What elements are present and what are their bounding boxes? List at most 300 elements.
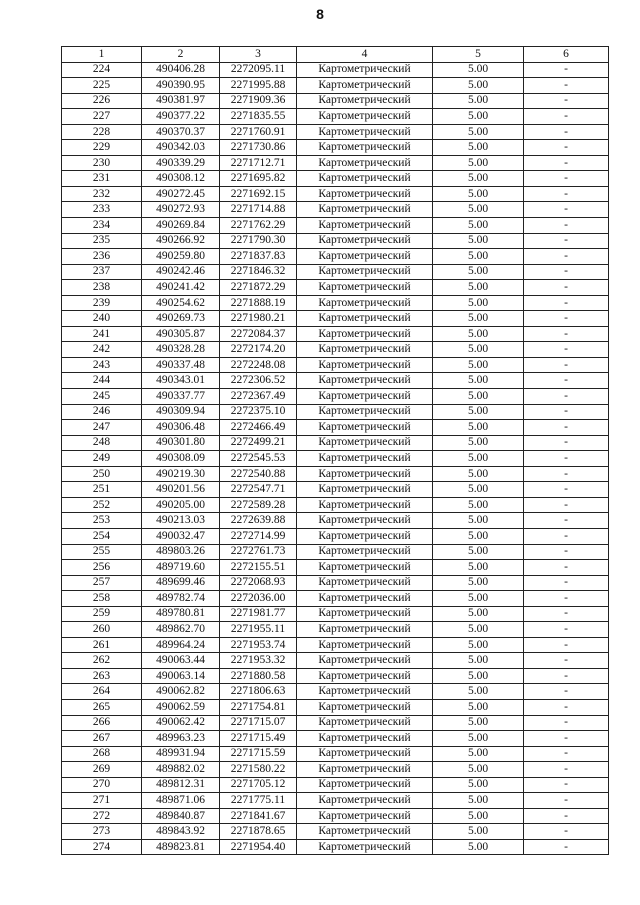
x-coordinate-cell: 490242.46	[142, 264, 220, 280]
point-number-cell: 264	[62, 684, 142, 700]
accuracy-cell: 5.00	[433, 653, 524, 669]
description-cell: -	[524, 528, 609, 544]
description-cell: -	[524, 233, 609, 249]
description-cell: -	[524, 684, 609, 700]
point-number-cell: 253	[62, 513, 142, 529]
description-cell: -	[524, 140, 609, 156]
y-coordinate-cell: 2271846.32	[220, 264, 297, 280]
method-cell: Картометрический	[297, 264, 433, 280]
x-coordinate-cell: 490337.48	[142, 357, 220, 373]
table-row	[62, 78, 609, 94]
y-coordinate-cell: 2271692.15	[220, 186, 297, 202]
description-cell: -	[524, 793, 609, 809]
table-row	[62, 482, 609, 498]
method-cell: Картометрический	[297, 762, 433, 778]
y-coordinate-cell: 2271835.55	[220, 109, 297, 125]
x-coordinate-cell: 490272.93	[142, 202, 220, 218]
x-coordinate-cell: 490343.01	[142, 373, 220, 389]
y-coordinate-cell: 2271762.29	[220, 218, 297, 234]
point-number-cell: 255	[62, 544, 142, 560]
x-coordinate-cell: 490309.94	[142, 404, 220, 420]
description-cell: -	[524, 109, 609, 125]
y-coordinate-cell: 2272639.88	[220, 513, 297, 529]
point-number-cell: 232	[62, 186, 142, 202]
y-coordinate-cell: 2271954.40	[220, 839, 297, 855]
y-coordinate-cell: 2271955.11	[220, 622, 297, 638]
x-coordinate-cell: 489780.81	[142, 606, 220, 622]
description-cell: -	[524, 218, 609, 234]
description-cell: -	[524, 451, 609, 467]
column-header-5: 5	[433, 47, 524, 63]
x-coordinate-cell: 489840.87	[142, 808, 220, 824]
y-coordinate-cell: 2271790.30	[220, 233, 297, 249]
point-number-cell: 258	[62, 591, 142, 607]
point-number-cell: 249	[62, 451, 142, 467]
table-row	[62, 326, 609, 342]
point-number-cell: 238	[62, 280, 142, 296]
description-cell: -	[524, 731, 609, 747]
method-cell: Картометрический	[297, 668, 433, 684]
y-coordinate-cell: 2271837.83	[220, 249, 297, 265]
method-cell: Картометрический	[297, 824, 433, 840]
x-coordinate-cell: 489964.24	[142, 637, 220, 653]
description-cell: -	[524, 668, 609, 684]
y-coordinate-cell: 2271806.63	[220, 684, 297, 700]
table-row	[62, 653, 609, 669]
x-coordinate-cell: 490063.44	[142, 653, 220, 669]
accuracy-cell: 5.00	[433, 186, 524, 202]
table-row	[62, 357, 609, 373]
description-cell: -	[524, 311, 609, 327]
table-row	[62, 684, 609, 700]
accuracy-cell: 5.00	[433, 171, 524, 187]
x-coordinate-cell: 490305.87	[142, 326, 220, 342]
description-cell: -	[524, 575, 609, 591]
point-number-cell: 229	[62, 140, 142, 156]
column-header-1: 1	[62, 47, 142, 63]
x-coordinate-cell: 490342.03	[142, 140, 220, 156]
description-cell: -	[524, 497, 609, 513]
description-cell: -	[524, 591, 609, 607]
y-coordinate-cell: 2272466.49	[220, 420, 297, 436]
method-cell: Картометрический	[297, 140, 433, 156]
x-coordinate-cell: 490259.80	[142, 249, 220, 265]
table-row	[62, 435, 609, 451]
x-coordinate-cell: 490381.97	[142, 93, 220, 109]
accuracy-cell: 5.00	[433, 793, 524, 809]
point-number-cell: 260	[62, 622, 142, 638]
table-row	[62, 124, 609, 140]
point-number-cell: 250	[62, 466, 142, 482]
point-number-cell: 247	[62, 420, 142, 436]
y-coordinate-cell: 2271715.07	[220, 715, 297, 731]
point-number-cell: 227	[62, 109, 142, 125]
x-coordinate-cell: 490339.29	[142, 155, 220, 171]
description-cell: -	[524, 186, 609, 202]
method-cell: Картометрический	[297, 731, 433, 747]
method-cell: Картометрический	[297, 653, 433, 669]
method-cell: Картометрический	[297, 793, 433, 809]
table-row	[62, 171, 609, 187]
accuracy-cell: 5.00	[433, 497, 524, 513]
x-coordinate-cell: 490201.56	[142, 482, 220, 498]
table-row	[62, 420, 609, 436]
point-number-cell: 269	[62, 762, 142, 778]
accuracy-cell: 5.00	[433, 560, 524, 576]
description-cell: -	[524, 389, 609, 405]
accuracy-cell: 5.00	[433, 637, 524, 653]
y-coordinate-cell: 2271754.81	[220, 699, 297, 715]
x-coordinate-cell: 490308.09	[142, 451, 220, 467]
description-cell: -	[524, 326, 609, 342]
point-number-cell: 234	[62, 218, 142, 234]
accuracy-cell: 5.00	[433, 62, 524, 78]
point-number-cell: 224	[62, 62, 142, 78]
accuracy-cell: 5.00	[433, 668, 524, 684]
method-cell: Картометрический	[297, 311, 433, 327]
y-coordinate-cell: 2271760.91	[220, 124, 297, 140]
point-number-cell: 252	[62, 497, 142, 513]
y-coordinate-cell: 2272248.08	[220, 357, 297, 373]
x-coordinate-cell: 490032.47	[142, 528, 220, 544]
method-cell: Картометрический	[297, 544, 433, 560]
accuracy-cell: 5.00	[433, 808, 524, 824]
x-coordinate-cell: 490337.77	[142, 389, 220, 405]
point-number-cell: 226	[62, 93, 142, 109]
table-row	[62, 466, 609, 482]
point-number-cell: 273	[62, 824, 142, 840]
point-number-cell: 231	[62, 171, 142, 187]
accuracy-cell: 5.00	[433, 311, 524, 327]
method-cell: Картометрический	[297, 202, 433, 218]
column-header-3: 3	[220, 47, 297, 63]
table-row	[62, 202, 609, 218]
x-coordinate-cell: 489862.70	[142, 622, 220, 638]
accuracy-cell: 5.00	[433, 699, 524, 715]
x-coordinate-cell: 489823.81	[142, 839, 220, 855]
method-cell: Картометрический	[297, 62, 433, 78]
method-cell: Картометрический	[297, 684, 433, 700]
x-coordinate-cell: 489699.46	[142, 575, 220, 591]
table-row	[62, 186, 609, 202]
table-row	[62, 109, 609, 125]
method-cell: Картометрический	[297, 746, 433, 762]
method-cell: Картометрический	[297, 699, 433, 715]
point-number-cell: 271	[62, 793, 142, 809]
y-coordinate-cell: 2272761.73	[220, 544, 297, 560]
point-number-cell: 270	[62, 777, 142, 793]
table-row	[62, 637, 609, 653]
accuracy-cell: 5.00	[433, 202, 524, 218]
table-row	[62, 808, 609, 824]
x-coordinate-cell: 490269.73	[142, 311, 220, 327]
y-coordinate-cell: 2271714.88	[220, 202, 297, 218]
point-number-cell: 257	[62, 575, 142, 591]
method-cell: Картометрический	[297, 186, 433, 202]
method-cell: Картометрический	[297, 591, 433, 607]
point-number-cell: 267	[62, 731, 142, 747]
table-row	[62, 311, 609, 327]
accuracy-cell: 5.00	[433, 357, 524, 373]
point-number-cell: 245	[62, 389, 142, 405]
accuracy-cell: 5.00	[433, 326, 524, 342]
accuracy-cell: 5.00	[433, 622, 524, 638]
accuracy-cell: 5.00	[433, 715, 524, 731]
x-coordinate-cell: 490306.48	[142, 420, 220, 436]
table-row	[62, 528, 609, 544]
y-coordinate-cell: 2271953.74	[220, 637, 297, 653]
method-cell: Картометрический	[297, 78, 433, 94]
point-number-cell: 272	[62, 808, 142, 824]
method-cell: Картометрический	[297, 389, 433, 405]
point-number-cell: 228	[62, 124, 142, 140]
x-coordinate-cell: 490308.12	[142, 171, 220, 187]
description-cell: -	[524, 249, 609, 265]
table-row	[62, 606, 609, 622]
table-row	[62, 295, 609, 311]
point-number-cell: 241	[62, 326, 142, 342]
method-cell: Картометрический	[297, 249, 433, 265]
column-header-2: 2	[142, 47, 220, 63]
table-row	[62, 715, 609, 731]
description-cell: -	[524, 62, 609, 78]
point-number-cell: 242	[62, 342, 142, 358]
x-coordinate-cell: 490370.37	[142, 124, 220, 140]
description-cell: -	[524, 808, 609, 824]
table-row	[62, 575, 609, 591]
description-cell: -	[524, 513, 609, 529]
x-coordinate-cell: 489963.23	[142, 731, 220, 747]
method-cell: Картометрический	[297, 513, 433, 529]
table-row	[62, 93, 609, 109]
description-cell: -	[524, 202, 609, 218]
accuracy-cell: 5.00	[433, 280, 524, 296]
accuracy-cell: 5.00	[433, 420, 524, 436]
accuracy-cell: 5.00	[433, 731, 524, 747]
accuracy-cell: 5.00	[433, 233, 524, 249]
method-cell: Картометрический	[297, 124, 433, 140]
point-number-cell: 237	[62, 264, 142, 280]
table-row	[62, 140, 609, 156]
table-row	[62, 731, 609, 747]
accuracy-cell: 5.00	[433, 249, 524, 265]
x-coordinate-cell: 489782.74	[142, 591, 220, 607]
table-row	[62, 280, 609, 296]
point-number-cell: 256	[62, 560, 142, 576]
y-coordinate-cell: 2272155.51	[220, 560, 297, 576]
accuracy-cell: 5.00	[433, 109, 524, 125]
table-row	[62, 342, 609, 358]
accuracy-cell: 5.00	[433, 78, 524, 94]
accuracy-cell: 5.00	[433, 342, 524, 358]
x-coordinate-cell: 490062.82	[142, 684, 220, 700]
x-coordinate-cell: 490063.14	[142, 668, 220, 684]
y-coordinate-cell: 2272084.37	[220, 326, 297, 342]
x-coordinate-cell: 489719.60	[142, 560, 220, 576]
coordinates-table	[61, 46, 609, 855]
description-cell: -	[524, 264, 609, 280]
description-cell: -	[524, 357, 609, 373]
y-coordinate-cell: 2272068.93	[220, 575, 297, 591]
y-coordinate-cell: 2271880.58	[220, 668, 297, 684]
point-number-cell: 274	[62, 839, 142, 855]
accuracy-cell: 5.00	[433, 575, 524, 591]
x-coordinate-cell: 490377.22	[142, 109, 220, 125]
point-number-cell: 230	[62, 155, 142, 171]
description-cell: -	[524, 295, 609, 311]
description-cell: -	[524, 824, 609, 840]
y-coordinate-cell: 2271580.22	[220, 762, 297, 778]
y-coordinate-cell: 2271705.12	[220, 777, 297, 793]
point-number-cell: 251	[62, 482, 142, 498]
accuracy-cell: 5.00	[433, 513, 524, 529]
x-coordinate-cell: 489812.31	[142, 777, 220, 793]
method-cell: Картометрический	[297, 637, 433, 653]
table-row	[62, 513, 609, 529]
x-coordinate-cell: 490301.80	[142, 435, 220, 451]
description-cell: -	[524, 777, 609, 793]
point-number-cell: 262	[62, 653, 142, 669]
point-number-cell: 246	[62, 404, 142, 420]
description-cell: -	[524, 124, 609, 140]
table-row	[62, 389, 609, 405]
accuracy-cell: 5.00	[433, 389, 524, 405]
y-coordinate-cell: 2272540.88	[220, 466, 297, 482]
description-cell: -	[524, 171, 609, 187]
y-coordinate-cell: 2272545.53	[220, 451, 297, 467]
y-coordinate-cell: 2271730.86	[220, 140, 297, 156]
table-row	[62, 793, 609, 809]
accuracy-cell: 5.00	[433, 746, 524, 762]
accuracy-cell: 5.00	[433, 404, 524, 420]
description-cell: -	[524, 637, 609, 653]
y-coordinate-cell: 2272375.10	[220, 404, 297, 420]
table-row	[62, 839, 609, 855]
y-coordinate-cell: 2271995.88	[220, 78, 297, 94]
accuracy-cell: 5.00	[433, 93, 524, 109]
method-cell: Картометрический	[297, 233, 433, 249]
description-cell: -	[524, 466, 609, 482]
method-cell: Картометрический	[297, 482, 433, 498]
table-row	[62, 62, 609, 78]
accuracy-cell: 5.00	[433, 435, 524, 451]
method-cell: Картометрический	[297, 777, 433, 793]
point-number-cell: 265	[62, 699, 142, 715]
method-cell: Картометрический	[297, 808, 433, 824]
accuracy-cell: 5.00	[433, 544, 524, 560]
description-cell: -	[524, 560, 609, 576]
table-row	[62, 373, 609, 389]
accuracy-cell: 5.00	[433, 466, 524, 482]
point-number-cell: 233	[62, 202, 142, 218]
y-coordinate-cell: 2271953.32	[220, 653, 297, 669]
table-row	[62, 218, 609, 234]
x-coordinate-cell: 489871.06	[142, 793, 220, 809]
table-row	[62, 777, 609, 793]
y-coordinate-cell: 2272714.99	[220, 528, 297, 544]
x-coordinate-cell: 489803.26	[142, 544, 220, 560]
x-coordinate-cell: 489931.94	[142, 746, 220, 762]
page-number: 8	[316, 6, 324, 22]
x-coordinate-cell: 490328.28	[142, 342, 220, 358]
table-row	[62, 591, 609, 607]
accuracy-cell: 5.00	[433, 373, 524, 389]
table-row	[62, 155, 609, 171]
accuracy-cell: 5.00	[433, 264, 524, 280]
accuracy-cell: 5.00	[433, 295, 524, 311]
method-cell: Картометрический	[297, 404, 433, 420]
method-cell: Картометрический	[297, 466, 433, 482]
method-cell: Картометрический	[297, 497, 433, 513]
table-row	[62, 249, 609, 265]
table-row	[62, 824, 609, 840]
y-coordinate-cell: 2271878.65	[220, 824, 297, 840]
accuracy-cell: 5.00	[433, 124, 524, 140]
point-number-cell: 261	[62, 637, 142, 653]
method-cell: Картометрический	[297, 435, 433, 451]
point-number-cell: 248	[62, 435, 142, 451]
method-cell: Картометрический	[297, 451, 433, 467]
method-cell: Картометрический	[297, 420, 433, 436]
description-cell: -	[524, 93, 609, 109]
method-cell: Картометрический	[297, 155, 433, 171]
description-cell: -	[524, 78, 609, 94]
point-number-cell: 243	[62, 357, 142, 373]
x-coordinate-cell: 489843.92	[142, 824, 220, 840]
table-row	[62, 560, 609, 576]
method-cell: Картометрический	[297, 93, 433, 109]
description-cell: -	[524, 544, 609, 560]
point-number-cell: 254	[62, 528, 142, 544]
method-cell: Картометрический	[297, 280, 433, 296]
description-cell: -	[524, 715, 609, 731]
y-coordinate-cell: 2271980.21	[220, 311, 297, 327]
table-row	[62, 622, 609, 638]
description-cell: -	[524, 420, 609, 436]
table-row	[62, 762, 609, 778]
description-cell: -	[524, 280, 609, 296]
description-cell: -	[524, 699, 609, 715]
x-coordinate-cell: 490269.84	[142, 218, 220, 234]
accuracy-cell: 5.00	[433, 762, 524, 778]
method-cell: Картометрический	[297, 171, 433, 187]
accuracy-cell: 5.00	[433, 684, 524, 700]
y-coordinate-cell: 2272499.21	[220, 435, 297, 451]
y-coordinate-cell: 2272367.49	[220, 389, 297, 405]
x-coordinate-cell: 490062.59	[142, 699, 220, 715]
y-coordinate-cell: 2272306.52	[220, 373, 297, 389]
x-coordinate-cell: 490254.62	[142, 295, 220, 311]
table-row	[62, 404, 609, 420]
description-cell: -	[524, 373, 609, 389]
point-number-cell: 266	[62, 715, 142, 731]
x-coordinate-cell: 490406.28	[142, 62, 220, 78]
accuracy-cell: 5.00	[433, 218, 524, 234]
description-cell: -	[524, 606, 609, 622]
method-cell: Картометрический	[297, 606, 433, 622]
y-coordinate-cell: 2271888.19	[220, 295, 297, 311]
accuracy-cell: 5.00	[433, 777, 524, 793]
table-row	[62, 699, 609, 715]
description-cell: -	[524, 622, 609, 638]
description-cell: -	[524, 746, 609, 762]
method-cell: Картометрический	[297, 109, 433, 125]
accuracy-cell: 5.00	[433, 155, 524, 171]
point-number-cell: 259	[62, 606, 142, 622]
description-cell: -	[524, 762, 609, 778]
method-cell: Картометрический	[297, 528, 433, 544]
method-cell: Картометрический	[297, 326, 433, 342]
